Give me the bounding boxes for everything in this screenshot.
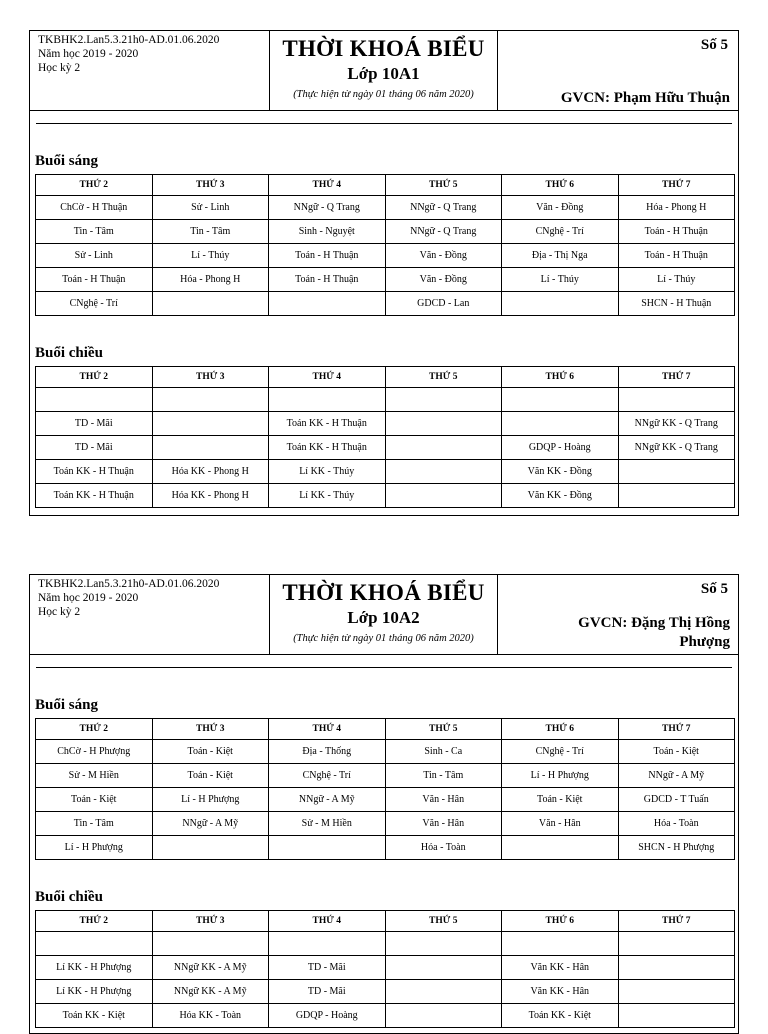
lesson-cell: Toán KK - Kiệt	[36, 1004, 153, 1028]
lesson-cell: TD - Mãi	[36, 412, 153, 436]
day-header: THỨ 6	[502, 175, 619, 196]
day-header: THỨ 7	[618, 719, 735, 740]
period-row	[36, 956, 735, 980]
lesson-cell: Toán - H Thuận	[269, 268, 386, 292]
lesson-cell: Sử - Linh	[36, 244, 153, 268]
lesson-cell	[152, 292, 269, 316]
lesson-cell	[385, 460, 502, 484]
period-row	[36, 812, 735, 836]
period-row	[36, 268, 735, 292]
day-header: THỨ 3	[152, 719, 269, 740]
lesson-cell: Tin - Tâm	[385, 764, 502, 788]
lesson-cell	[152, 836, 269, 860]
period-row	[36, 740, 735, 764]
header-info-box	[30, 31, 270, 111]
period-row	[36, 388, 735, 412]
lesson-cell	[36, 932, 153, 956]
homeroom-teacher: GVCN: Phạm Hữu Thuận	[560, 90, 730, 106]
lesson-cell: Toán KK - H Thuận	[269, 412, 386, 436]
lesson-cell: NNgữ - A Mỹ	[618, 764, 735, 788]
lesson-cell: Toán KK - H Thuận	[36, 484, 153, 508]
period-row	[36, 220, 735, 244]
lesson-cell	[269, 836, 386, 860]
document-code: TKBHK2.Lan5.3.21h0-AD.01.06.2020	[38, 34, 220, 46]
lesson-cell: TD - Mãi	[36, 436, 153, 460]
lesson-cell: GDQP - Hoàng	[269, 1004, 386, 1028]
lesson-cell: Văn - Hân	[502, 812, 619, 836]
lesson-cell	[385, 932, 502, 956]
lesson-cell: CNghệ - Trí	[36, 292, 153, 316]
lesson-cell: Toán - Kiệt	[152, 764, 269, 788]
lesson-cell: Toán - Kiệt	[36, 788, 153, 812]
sheet-header	[30, 31, 738, 116]
period-row	[36, 244, 735, 268]
lesson-cell: CNghệ - Trí	[502, 740, 619, 764]
lesson-cell	[385, 412, 502, 436]
lesson-cell: Lí - Thúy	[618, 268, 735, 292]
lesson-cell: Lí - H Phượng	[502, 764, 619, 788]
lesson-cell: Văn - Đồng	[385, 268, 502, 292]
header-teacher-box	[498, 575, 738, 655]
lesson-cell	[385, 980, 502, 1004]
morning-timetable	[35, 174, 735, 316]
header-title-box	[270, 575, 498, 655]
day-header: THỨ 5	[385, 911, 502, 932]
day-header: THỨ 4	[269, 719, 386, 740]
lesson-cell: Hóa - Phong H	[618, 196, 735, 220]
lesson-cell: TD - Mãi	[269, 956, 386, 980]
lesson-cell: Tin - Tâm	[36, 812, 153, 836]
lesson-cell	[618, 956, 735, 980]
day-header: THỨ 4	[269, 175, 386, 196]
lesson-cell	[502, 412, 619, 436]
day-header: THỨ 6	[502, 719, 619, 740]
lesson-cell	[502, 932, 619, 956]
lesson-cell: Lí - Thúy	[152, 244, 269, 268]
lesson-cell: Sinh - Nguyệt	[269, 220, 386, 244]
period-row	[36, 436, 735, 460]
lesson-cell	[269, 932, 386, 956]
lesson-cell	[269, 388, 386, 412]
lesson-cell	[152, 932, 269, 956]
lesson-cell: Toán KK - Kiệt	[502, 1004, 619, 1028]
divider	[36, 667, 732, 668]
lesson-cell: Lí KK - H Phượng	[36, 956, 153, 980]
lesson-cell: NNgữ - Q Trang	[269, 196, 386, 220]
lesson-cell: Lí - Thúy	[502, 268, 619, 292]
lesson-cell: Toán - Kiệt	[502, 788, 619, 812]
day-header: THỨ 7	[618, 175, 735, 196]
lesson-cell: GDCD - T Tuấn	[618, 788, 735, 812]
lesson-cell	[385, 436, 502, 460]
day-header: THỨ 5	[385, 175, 502, 196]
lesson-cell: Hóa - Toàn	[385, 836, 502, 860]
timetable-sheet-10a2	[29, 574, 739, 1034]
day-header: THỨ 7	[618, 911, 735, 932]
lesson-cell: CNghệ - Trí	[502, 220, 619, 244]
lesson-cell: Toán KK - H Thuận	[269, 436, 386, 460]
lesson-cell: NNgữ - Q Trang	[385, 196, 502, 220]
lesson-cell: Văn KK - Hân	[502, 980, 619, 1004]
lesson-cell: NNgữ KK - A Mỹ	[152, 956, 269, 980]
lesson-cell: ChCờ - H Thuận	[36, 196, 153, 220]
lesson-cell: Văn - Đồng	[385, 244, 502, 268]
lesson-cell: NNgữ KK - Q Trang	[618, 412, 735, 436]
lesson-cell: CNghệ - Trí	[269, 764, 386, 788]
period-row	[36, 980, 735, 1004]
header-info-box	[30, 575, 270, 655]
period-row	[36, 484, 735, 508]
day-header: THỨ 3	[152, 175, 269, 196]
lesson-cell	[618, 484, 735, 508]
lesson-cell: Lí KK - Thúy	[269, 484, 386, 508]
lesson-cell: Văn KK - Đồng	[502, 460, 619, 484]
lesson-cell: Địa - Thị Nga	[502, 244, 619, 268]
page-title: THỜI KHOÁ BIỂU	[282, 36, 485, 61]
lesson-cell: Hóa - Toàn	[618, 812, 735, 836]
day-header: THỨ 3	[152, 367, 269, 388]
lesson-cell: GDQP - Hoàng	[502, 436, 619, 460]
lesson-cell	[152, 388, 269, 412]
lesson-cell: Văn - Hân	[385, 788, 502, 812]
day-header: THỨ 6	[502, 367, 619, 388]
lesson-cell	[152, 436, 269, 460]
lesson-cell: Toán - Kiệt	[152, 740, 269, 764]
day-header: THỨ 2	[36, 911, 153, 932]
lesson-cell: Lí KK - Thúy	[269, 460, 386, 484]
lesson-cell	[618, 460, 735, 484]
lesson-cell: Lí - H Phượng	[152, 788, 269, 812]
schedule-number: Số 5	[700, 37, 728, 53]
period-row	[36, 932, 735, 956]
effective-date-note: (Thực hiện từ ngày 01 tháng 06 năm 2020)	[293, 633, 474, 644]
class-name: Lớp 10A1	[347, 64, 420, 83]
day-header: THỨ 4	[269, 911, 386, 932]
day-header: THỨ 2	[36, 175, 153, 196]
lesson-cell	[618, 388, 735, 412]
lesson-cell: Sinh - Ca	[385, 740, 502, 764]
lesson-cell	[385, 484, 502, 508]
lesson-cell: Văn - Hân	[385, 812, 502, 836]
lesson-cell: NNgữ - A Mỹ	[269, 788, 386, 812]
document-code: TKBHK2.Lan5.3.21h0-AD.01.06.2020	[38, 578, 220, 590]
lesson-cell: NNgữ - Q Trang	[385, 220, 502, 244]
period-row	[36, 196, 735, 220]
day-header: THỨ 4	[269, 367, 386, 388]
lesson-cell: Toán - H Thuận	[618, 220, 735, 244]
lesson-cell: Hóa KK - Phong H	[152, 484, 269, 508]
homeroom-teacher: GVCN: Đặng Thị Hồng Phượng	[578, 615, 730, 650]
school-year: Năm học 2019 - 2020	[38, 592, 139, 604]
lesson-cell: Sử - Linh	[152, 196, 269, 220]
day-header: THỨ 7	[618, 367, 735, 388]
lesson-cell: Sử - M Hiền	[36, 764, 153, 788]
lesson-cell: Hóa KK - Toàn	[152, 1004, 269, 1028]
lesson-cell: Sử - M Hiền	[269, 812, 386, 836]
period-row	[36, 460, 735, 484]
lesson-cell	[502, 292, 619, 316]
lesson-cell	[152, 412, 269, 436]
lesson-cell: NNgữ KK - A Mỹ	[152, 980, 269, 1004]
lesson-cell: Toán - Kiệt	[618, 740, 735, 764]
afternoon-session-label: Buổi chiều	[35, 889, 103, 905]
lesson-cell	[618, 932, 735, 956]
lesson-cell: Toán KK - H Thuận	[36, 460, 153, 484]
lesson-cell	[502, 388, 619, 412]
period-row	[36, 412, 735, 436]
lesson-cell: ChCờ - H Phượng	[36, 740, 153, 764]
lesson-cell: Tin - Tâm	[152, 220, 269, 244]
lesson-cell: Văn KK - Hân	[502, 956, 619, 980]
lesson-cell: Lí KK - H Phượng	[36, 980, 153, 1004]
lesson-cell: Tin - Tâm	[36, 220, 153, 244]
period-row	[36, 764, 735, 788]
effective-date-note: (Thực hiện từ ngày 01 tháng 06 năm 2020)	[293, 89, 474, 100]
timetable-sheet-10a1	[29, 30, 739, 516]
morning-session-label: Buổi sáng	[35, 153, 98, 169]
lesson-cell: NNgữ KK - Q Trang	[618, 436, 735, 460]
lesson-cell: Văn - Đồng	[502, 196, 619, 220]
lesson-cell: GDCD - Lan	[385, 292, 502, 316]
lesson-cell: TD - Mãi	[269, 980, 386, 1004]
lesson-cell: NNgữ - A Mỹ	[152, 812, 269, 836]
school-year: Năm học 2019 - 2020	[38, 48, 139, 60]
lesson-cell: Toán - H Thuận	[618, 244, 735, 268]
day-header: THỨ 6	[502, 911, 619, 932]
class-name: Lớp 10A2	[347, 608, 420, 627]
semester: Học kỳ 2	[38, 62, 81, 74]
divider	[36, 123, 732, 124]
morning-session-label: Buổi sáng	[35, 697, 98, 713]
period-row	[36, 292, 735, 316]
header-teacher-box	[498, 31, 738, 111]
lesson-cell	[385, 388, 502, 412]
lesson-cell: Địa - Thống	[269, 740, 386, 764]
day-header: THỨ 2	[36, 719, 153, 740]
lesson-cell: Toán - H Thuận	[269, 244, 386, 268]
lesson-cell: Hóa KK - Phong H	[152, 460, 269, 484]
lesson-cell: Lí - H Phượng	[36, 836, 153, 860]
lesson-cell	[269, 292, 386, 316]
sheet-header	[30, 575, 738, 660]
lesson-cell: Toán - H Thuận	[36, 268, 153, 292]
lesson-cell: SHCN - H Thuận	[618, 292, 735, 316]
period-row	[36, 788, 735, 812]
lesson-cell: SHCN - H Phượng	[618, 836, 735, 860]
schedule-number: Số 5	[700, 581, 728, 597]
lesson-cell	[36, 388, 153, 412]
afternoon-timetable	[35, 366, 735, 508]
lesson-cell: Văn KK - Đồng	[502, 484, 619, 508]
day-header: THỨ 3	[152, 911, 269, 932]
morning-timetable	[35, 718, 735, 860]
lesson-cell: Hóa - Phong H	[152, 268, 269, 292]
day-header: THỨ 5	[385, 367, 502, 388]
lesson-cell	[618, 980, 735, 1004]
day-header: THỨ 2	[36, 367, 153, 388]
page-title: THỜI KHOÁ BIỂU	[282, 580, 485, 605]
header-title-box	[270, 31, 498, 111]
lesson-cell	[385, 956, 502, 980]
afternoon-session-label: Buổi chiều	[35, 345, 103, 361]
semester: Học kỳ 2	[38, 606, 81, 618]
period-row	[36, 836, 735, 860]
lesson-cell	[502, 836, 619, 860]
afternoon-timetable	[35, 910, 735, 1028]
day-header: THỨ 5	[385, 719, 502, 740]
